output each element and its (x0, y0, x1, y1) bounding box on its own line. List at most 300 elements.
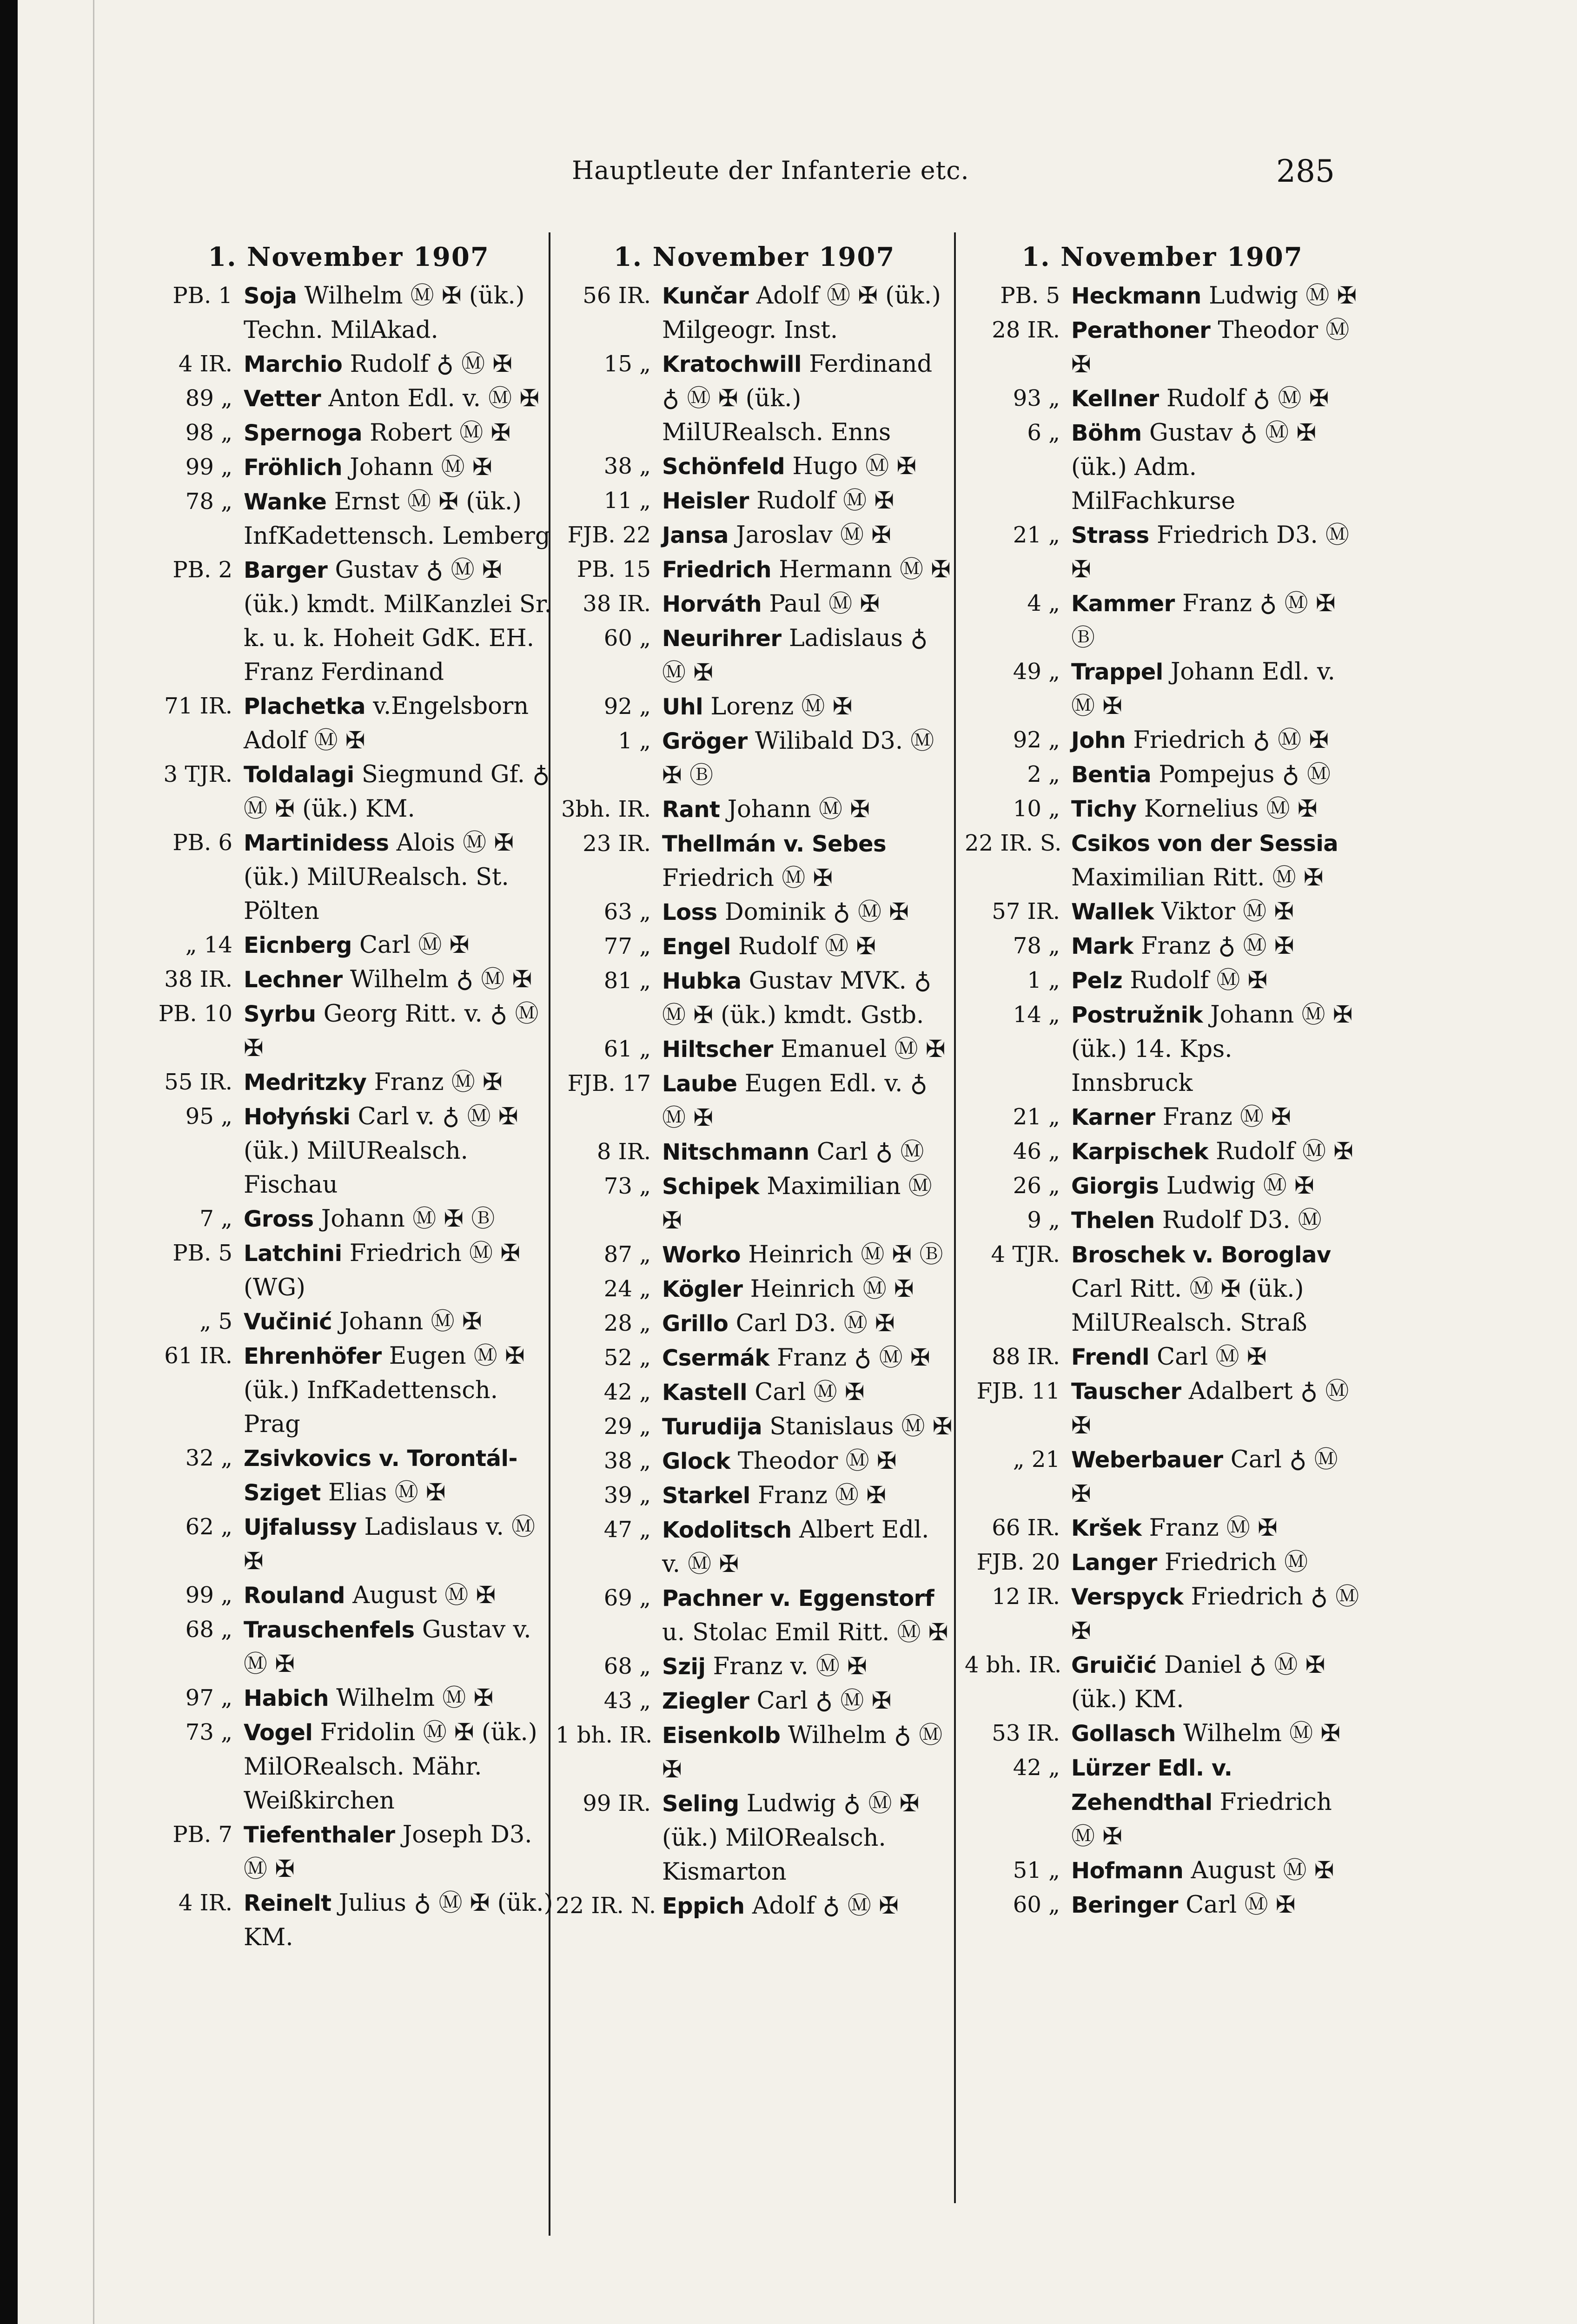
officer-surname: Ziegler (662, 1688, 749, 1714)
roster-entry (965, 1511, 1360, 1545)
roster-entry (965, 1169, 1360, 1203)
roster-entry (965, 1100, 1360, 1135)
officer-surname: Laube (662, 1071, 737, 1097)
officer-details: Gustav MVK. ♁ Ⓜ ✠ (ük.) kmdt. Gstb. (662, 967, 932, 1029)
roster-entry (139, 347, 558, 382)
roster-entry (965, 416, 1360, 518)
officer-details: Heinrich Ⓜ ✠ (750, 1275, 914, 1303)
officer-details: Franz ♁ Ⓜ ✠ (1140, 932, 1294, 960)
officer-details: Eugen Ⓜ ✠ (ük.) InfKadettensch. Prag (244, 1342, 525, 1438)
roster-entry (965, 1751, 1360, 1854)
unit-ref: FJB. 11 (976, 1378, 1060, 1404)
officer-surname: Lürzer Edl. v. Zehendthal (1071, 1755, 1232, 1816)
roster-entry (965, 998, 1360, 1100)
unit-ref: 26 „ (1013, 1173, 1060, 1199)
roster-entry (139, 997, 558, 1065)
unit-ref: 78 „ (185, 489, 232, 515)
roster-entry (556, 690, 953, 724)
officer-details: Friedrich D3. Ⓜ ✠ (1071, 522, 1349, 583)
unit-ref: 61 IR. (164, 1343, 232, 1369)
roster-entry (139, 1818, 558, 1886)
officer-details: Ludwig Ⓜ ✠ (1166, 1172, 1314, 1200)
officer-details: Friedrich Ⓜ ✠ (662, 865, 833, 892)
unit-ref: 22 IR. S. (965, 830, 1062, 856)
officer-surname: Hofmann (1071, 1858, 1184, 1884)
officer-surname: Hubka (662, 968, 742, 994)
unit-ref: 92 „ (603, 693, 651, 720)
unit-ref: 8 IR. (596, 1139, 651, 1165)
unit-ref: 11 „ (603, 488, 651, 514)
officer-details: Wilhelm ♁ Ⓜ ✠ (662, 1722, 943, 1783)
unit-ref: 99 IR. (583, 1790, 651, 1816)
officer-surname: Loss (662, 899, 717, 925)
officer-details: Eugen Edl. v. ♁ Ⓜ ✠ (662, 1070, 928, 1132)
officer-details: Hermann Ⓜ ✠ (779, 556, 951, 583)
officer-details: Carl Ⓜ ✠ (755, 1379, 865, 1406)
roster-entry (139, 1716, 558, 1818)
officer-details: Johann Ⓜ ✠ (727, 796, 870, 823)
roster-entry (139, 1613, 558, 1681)
unit-ref: 95 „ (185, 1103, 232, 1129)
officer-details: Ladislaus ♁ Ⓜ ✠ (662, 625, 928, 687)
gutter-line (93, 0, 94, 2324)
officer-details: Gustav ♁ Ⓜ ✠ (ük.) Adm. MilFachkurse (1071, 419, 1317, 515)
officer-surname: Trappel (1071, 659, 1163, 685)
officer-surname: Kellner (1071, 386, 1159, 412)
roster-entry (556, 792, 953, 827)
roster-entry (965, 279, 1360, 313)
roster-entry (139, 279, 558, 347)
officer-details: Johann Ⓜ ✠ Ⓑ (321, 1205, 495, 1233)
unit-ref: 97 „ (185, 1685, 232, 1711)
unit-ref: 29 „ (603, 1413, 651, 1439)
officer-surname: Hołyński (244, 1104, 351, 1130)
roster-entry (556, 553, 953, 587)
roster-entry (556, 724, 953, 792)
unit-ref: 38 „ (603, 453, 651, 479)
unit-ref: 38 IR. (164, 966, 232, 992)
officer-details: Franz Ⓜ ✠ (1149, 1514, 1278, 1542)
roster-entry (556, 484, 953, 518)
unit-ref: 81 „ (603, 968, 651, 994)
unit-ref: 62 „ (185, 1514, 232, 1540)
unit-ref: „ 14 (185, 932, 232, 958)
officer-surname: Pachner v. Eggenstorf (662, 1585, 934, 1611)
unit-ref: 71 IR. (164, 693, 232, 719)
officer-surname: Kastell (662, 1380, 748, 1406)
unit-ref: 1 „ (618, 728, 651, 754)
officer-surname: Rouland (244, 1583, 345, 1609)
roster-entry (139, 963, 558, 997)
unit-ref: 53 IR. (992, 1720, 1060, 1746)
officer-surname: Grillo (662, 1311, 729, 1337)
officer-details: Franz Ⓜ ✠ (1162, 1103, 1291, 1131)
roster-entry (556, 930, 953, 964)
unit-ref: PB. 15 (576, 556, 651, 582)
page-edge-shadow (0, 0, 18, 2324)
officer-surname: Ujfalussy (244, 1514, 357, 1540)
officer-surname: Neurihrer (662, 626, 782, 652)
roster-entry (965, 655, 1360, 723)
unit-ref: 14 „ (1013, 1002, 1060, 1028)
unit-ref: 4 „ (1027, 590, 1060, 616)
unit-ref: 69 „ (603, 1585, 651, 1611)
officer-surname: Tauscher (1071, 1379, 1181, 1405)
officer-details: Julius ♁ Ⓜ ✠ (ük.) KM. (244, 1889, 553, 1951)
officer-details: Franz ♁ Ⓜ ✠ (777, 1344, 930, 1372)
roster-entry (556, 1375, 953, 1410)
unit-ref: „ 5 (199, 1308, 232, 1334)
officer-details: August Ⓜ ✠ (352, 1582, 496, 1609)
column-date-heading: 1. November 1907 (613, 242, 895, 272)
roster-column-3 (965, 242, 1360, 1922)
officer-details: Johann Ⓜ ✠ (339, 1308, 482, 1335)
officer-surname: Nitschmann (662, 1139, 809, 1165)
officer-surname: Karner (1071, 1104, 1155, 1130)
officer-details: Albert Edl. v. Ⓜ ✠ (662, 1516, 929, 1578)
unit-ref: 39 „ (603, 1482, 651, 1508)
roster-entry (556, 1479, 953, 1513)
unit-ref: FJB. 17 (567, 1070, 651, 1096)
officer-details: Hugo Ⓜ ✠ (792, 453, 917, 480)
roster-entry (556, 827, 953, 895)
officer-surname: Csikos von der Sessia (1071, 831, 1338, 857)
officer-details: Emanuel Ⓜ ✠ (781, 1036, 946, 1063)
unit-ref: 68 „ (185, 1617, 232, 1643)
officer-surname: Gruičić (1071, 1652, 1157, 1678)
unit-ref: 21 „ (1013, 1104, 1060, 1130)
officer-details: Rudolf Ⓜ ✠ (1130, 967, 1268, 994)
officer-surname: Spernoga (244, 420, 363, 446)
officer-details: Friedrich Ⓜ ✠ (1071, 1789, 1332, 1850)
officer-surname: Wanke (244, 489, 327, 515)
roster-entry (139, 382, 558, 416)
officer-surname: Glock (662, 1448, 730, 1474)
unit-ref: 23 IR. (583, 831, 651, 857)
roster-entry (965, 1443, 1360, 1511)
officer-details: Wilhelm Ⓜ ✠ (336, 1684, 494, 1712)
unit-ref: 49 „ (1013, 659, 1060, 685)
officer-details: Rudolf Ⓜ ✠ (738, 933, 876, 960)
roster-entry (556, 1410, 953, 1444)
officer-details: Rudolf ♁ Ⓜ ✠ (350, 350, 513, 378)
unit-ref: PB. 2 (172, 557, 232, 583)
unit-ref: 21 „ (1013, 522, 1060, 548)
roster-entry (139, 1236, 558, 1305)
officer-surname: Eisenkolb (662, 1723, 781, 1749)
officer-details: Friedrich Ⓜ (1164, 1549, 1308, 1576)
unit-ref: 93 „ (1013, 385, 1060, 411)
roster-entry (965, 1717, 1360, 1751)
unit-ref: 38 „ (603, 1448, 651, 1474)
officer-surname: Engel (662, 934, 731, 960)
unit-ref: 38 IR. (583, 591, 651, 617)
officer-details: Friedrich Ⓜ ✠ (WG) (244, 1240, 521, 1301)
officer-surname: Perathoner (1071, 317, 1211, 343)
unit-ref: 24 „ (603, 1276, 651, 1302)
officer-surname: Marchio (244, 351, 343, 377)
unit-ref: 77 „ (603, 933, 651, 959)
unit-ref: 12 IR. (992, 1584, 1060, 1610)
roster-entry (139, 553, 558, 689)
roster-entry (965, 895, 1360, 929)
unit-ref: 28 IR. (992, 317, 1060, 343)
officer-details: Wilhelm ♁ Ⓜ ✠ (350, 966, 532, 993)
unit-ref: FJB. 20 (976, 1549, 1060, 1575)
officer-surname: Starkel (662, 1483, 750, 1509)
unit-ref: 99 „ (185, 1582, 232, 1608)
unit-ref: PB. 5 (1000, 283, 1060, 309)
column-date-heading: 1. November 1907 (1021, 242, 1303, 272)
officer-details: u. Stolac Emil Ritt. Ⓜ ✠ (662, 1619, 948, 1646)
officer-details: Gustav v. Ⓜ ✠ (244, 1616, 531, 1678)
officer-surname: Kunčar (662, 283, 749, 309)
officer-surname: Kögler (662, 1276, 743, 1302)
unit-ref: PB. 6 (172, 830, 232, 856)
roster-entry (556, 964, 953, 1032)
officer-details: Friedrich ♁ Ⓜ ✠ (1071, 1583, 1359, 1645)
roster-entry (556, 1341, 953, 1375)
roster-entry (139, 485, 558, 553)
roster-entry (965, 1238, 1360, 1340)
roster-entry (139, 928, 558, 963)
officer-details: Robert Ⓜ ✠ (370, 419, 511, 447)
unit-ref: 55 IR. (164, 1069, 232, 1095)
officer-details: Maximilian Ⓜ ✠ (662, 1173, 932, 1235)
officer-details: Dominik ♁ Ⓜ ✠ (724, 898, 909, 926)
officer-details: Stanislaus Ⓜ ✠ (769, 1413, 953, 1440)
roster-entry (556, 1787, 953, 1889)
officer-details: August Ⓜ ✠ (1191, 1857, 1334, 1884)
unit-ref: 6 „ (1027, 420, 1060, 446)
officer-details: Franz v. Ⓜ ✠ (713, 1653, 867, 1680)
roster-entry (556, 1650, 953, 1684)
roster-entry (556, 449, 953, 484)
roster-entry (139, 1578, 558, 1613)
officer-details: Carl Ritt. Ⓜ ✠ (ük.) MilURealsch. Straß (1071, 1275, 1307, 1337)
roster-entry (556, 895, 953, 930)
roster-entry (556, 518, 953, 553)
officer-surname: Ehrenhöfer (244, 1343, 382, 1369)
officer-details: Carl ♁ Ⓜ (816, 1138, 924, 1166)
unit-ref: 2 „ (1027, 761, 1060, 787)
officer-details: Elias Ⓜ ✠ (328, 1479, 446, 1506)
officer-surname: Vogel (244, 1720, 313, 1746)
officer-surname: Schönfeld (662, 454, 785, 480)
roster-entry (556, 1272, 953, 1307)
officer-details: Rudolf Ⓜ ✠ (1215, 1138, 1353, 1165)
roster-entry (139, 1681, 558, 1716)
officer-surname: Lechner (244, 967, 343, 993)
unit-ref: 4 IR. (178, 351, 232, 377)
officer-surname: Heckmann (1071, 283, 1201, 309)
officer-details: Johann Edl. v. Ⓜ ✠ (1071, 658, 1335, 720)
roster-entry (139, 1065, 558, 1100)
officer-surname: Csermák (662, 1345, 769, 1371)
officer-details: Adalbert ♁ Ⓜ ✠ (1071, 1378, 1349, 1439)
officer-details: Siegmund Gf. ♁ Ⓜ ✠ (ük.) KM. (244, 761, 550, 823)
officer-surname: Frendl (1071, 1344, 1149, 1370)
unit-ref: 42 „ (1013, 1755, 1060, 1781)
unit-ref: 22 IR. N. (556, 1893, 656, 1919)
officer-details: Fridolin Ⓜ ✠ (ük.) MilORealsch. Mähr. Weißkirchen (244, 1719, 537, 1815)
officer-surname: Toldalagi (244, 762, 354, 788)
roster-entry (965, 1203, 1360, 1238)
officer-surname: Eicnberg (244, 932, 352, 958)
officer-details: Rudolf D3. Ⓜ (1162, 1207, 1322, 1234)
officer-surname: Latchini (244, 1241, 342, 1267)
officer-surname: Postružnik (1071, 1002, 1203, 1028)
officer-surname: Verspyck (1071, 1584, 1184, 1610)
officer-details: Ernst Ⓜ ✠ (ük.) InfKadettensch. Lemberg (244, 488, 550, 550)
roster-entry (556, 587, 953, 621)
roster-entry (965, 964, 1360, 998)
officer-surname: Martinidess (244, 830, 389, 856)
officer-details: Adolf ♁ Ⓜ ✠ (752, 1892, 899, 1920)
officer-details: Johann Ⓜ ✠ (350, 454, 492, 481)
officer-surname: Uhl (662, 694, 703, 720)
roster-entry (965, 313, 1360, 382)
roster-entry (556, 279, 953, 347)
officer-surname: Gröger (662, 728, 748, 754)
officer-surname: Hiltscher (662, 1037, 773, 1063)
unit-ref: 98 „ (185, 420, 232, 446)
officer-surname: Bentia (1071, 762, 1152, 788)
officer-surname: Mark (1071, 933, 1133, 959)
officer-surname: Thelen (1071, 1208, 1155, 1234)
officer-surname: Szij (662, 1654, 706, 1680)
roster-entry (139, 1886, 558, 1954)
officer-surname: Tichy (1071, 796, 1137, 822)
roster-entry (556, 621, 953, 690)
officer-details: Carl ♁ Ⓜ ✠ (756, 1687, 892, 1715)
roster-entry (965, 1545, 1360, 1580)
roster-entry (556, 1238, 953, 1272)
officer-details: v.Engelsborn Adolf Ⓜ ✠ (244, 693, 529, 754)
unit-ref: 78 „ (1013, 933, 1060, 959)
roster-entry (556, 1513, 953, 1581)
roster-entry (556, 1067, 953, 1135)
officer-surname: Kratochwill (662, 351, 802, 377)
officer-surname: Gollasch (1071, 1721, 1176, 1747)
officer-details: Wilhelm Ⓜ ✠ (ük.) Techn. MilAkad. (244, 282, 525, 344)
officer-surname: Strass (1071, 522, 1149, 548)
roster-entry (139, 1305, 558, 1339)
roster-entry (139, 826, 558, 928)
officer-details: Anton Edl. v. Ⓜ ✠ (328, 385, 540, 412)
roster-entry (965, 1374, 1360, 1443)
roster-column-1 (139, 242, 558, 1954)
unit-ref: 60 „ (603, 625, 651, 651)
officer-surname: Beringer (1071, 1892, 1179, 1918)
unit-ref: 99 „ (185, 454, 232, 480)
roster-entry (139, 689, 558, 758)
officer-details: Carl Ⓜ ✠ (359, 931, 470, 959)
unit-ref: PB. 1 (172, 283, 232, 309)
roster-entry (556, 1307, 953, 1341)
officer-details: Daniel ♁ Ⓜ ✠ (ük.) KM. (1071, 1651, 1325, 1713)
unit-ref: 4 TJR. (991, 1241, 1060, 1268)
officer-surname: Langer (1071, 1550, 1157, 1576)
officer-details: Theodor Ⓜ ✠ (1071, 317, 1350, 378)
officer-surname: Worko (662, 1242, 741, 1268)
unit-ref: PB. 7 (172, 1822, 232, 1848)
unit-ref: 52 „ (603, 1345, 651, 1371)
officer-details: Franz Ⓜ ✠ (374, 1069, 503, 1096)
unit-ref: 4 IR. (178, 1890, 232, 1916)
officer-details: Lorenz Ⓜ ✠ (710, 693, 853, 720)
officer-details: Alois Ⓜ ✠ (ük.) MilURealsch. St. Pölten (244, 829, 514, 925)
roster-entry (965, 382, 1360, 416)
roster-entry (965, 1648, 1360, 1717)
officer-details: Ludwig ♁ Ⓜ ✠ (ük.) MilORealsch. Kismarton (662, 1790, 920, 1886)
officer-surname: Weberbauer (1071, 1447, 1223, 1473)
officer-details: Heinrich Ⓜ ✠ Ⓑ (748, 1241, 943, 1268)
officer-details: Johann Ⓜ ✠ (ük.) 14. Kps. Innsbruck (1071, 1001, 1353, 1097)
roster-entry (139, 1441, 558, 1510)
unit-ref: 66 IR. (992, 1515, 1060, 1541)
unit-ref: 56 IR. (583, 283, 651, 309)
officer-details: Georg Ritt. v. ♁ Ⓜ ✠ (244, 1000, 539, 1062)
running-title: Hauptleute der Infanterie etc. (572, 156, 969, 185)
officer-details: Carl D3. Ⓜ ✠ (735, 1310, 895, 1337)
officer-surname: Giorgis (1071, 1173, 1159, 1199)
unit-ref: 10 „ (1013, 796, 1060, 822)
roster-entry (965, 1888, 1360, 1922)
officer-surname: Barger (244, 557, 328, 583)
roster-entry (965, 1580, 1360, 1648)
officer-details: Gustav ♁ Ⓜ ✠ (ük.) kmdt. MilKanzlei Sr. k. u. k. Hoheit GdK. EH. Franz Ferdinand (244, 556, 552, 686)
roster-entry (556, 347, 953, 449)
officer-details: Theodor Ⓜ ✠ (737, 1447, 897, 1475)
officer-surname: Friedrich (662, 557, 772, 583)
unit-ref: 47 „ (603, 1517, 651, 1543)
officer-details: Wilhelm Ⓜ ✠ (1183, 1720, 1341, 1747)
unit-ref: 42 „ (603, 1379, 651, 1405)
unit-ref: 87 „ (603, 1241, 651, 1268)
unit-ref: 3 TJR. (163, 761, 232, 787)
unit-ref: „ 21 (1013, 1446, 1060, 1472)
roster-entry (556, 1169, 953, 1238)
roster-entry (139, 1202, 558, 1236)
roster-entry (965, 518, 1360, 587)
officer-details: Wilibald D3. Ⓜ ✠ Ⓑ (662, 727, 934, 789)
officer-surname: Plachetka (244, 693, 365, 720)
officer-details: Ferdinand ♁ Ⓜ ✠ (ük.) MilURealsch. Enns (662, 350, 933, 446)
officer-surname: Karpischek (1071, 1139, 1208, 1165)
officer-details: Rudolf Ⓜ ✠ (756, 487, 895, 515)
unit-ref: 4 bh. IR. (965, 1652, 1062, 1678)
officer-details: Kornelius Ⓜ ✠ (1144, 795, 1318, 823)
roster-entry (556, 1444, 953, 1479)
roster-entry (139, 1100, 558, 1202)
officer-details: Carl v. ♁ Ⓜ ✠ (ük.) MilURealsch. Fischau (244, 1103, 518, 1199)
roster-entry (139, 416, 558, 450)
unit-ref: 60 „ (1013, 1892, 1060, 1918)
officer-surname: Kršek (1071, 1515, 1142, 1541)
unit-ref: 3bh. IR. (561, 796, 651, 822)
officer-details: Paul Ⓜ ✠ (769, 590, 880, 618)
officer-details: Franz ♁ Ⓜ ✠ Ⓑ (1071, 590, 1336, 652)
officer-surname: Böhm (1071, 420, 1142, 446)
unit-ref: 57 IR. (992, 898, 1060, 924)
officer-surname: Vetter (244, 386, 321, 412)
roster-entry (965, 826, 1360, 895)
unit-ref: 73 „ (603, 1173, 651, 1199)
roster-entry (556, 1889, 953, 1923)
officer-surname: Fröhlich (244, 455, 343, 481)
unit-ref: 51 „ (1013, 1857, 1060, 1883)
